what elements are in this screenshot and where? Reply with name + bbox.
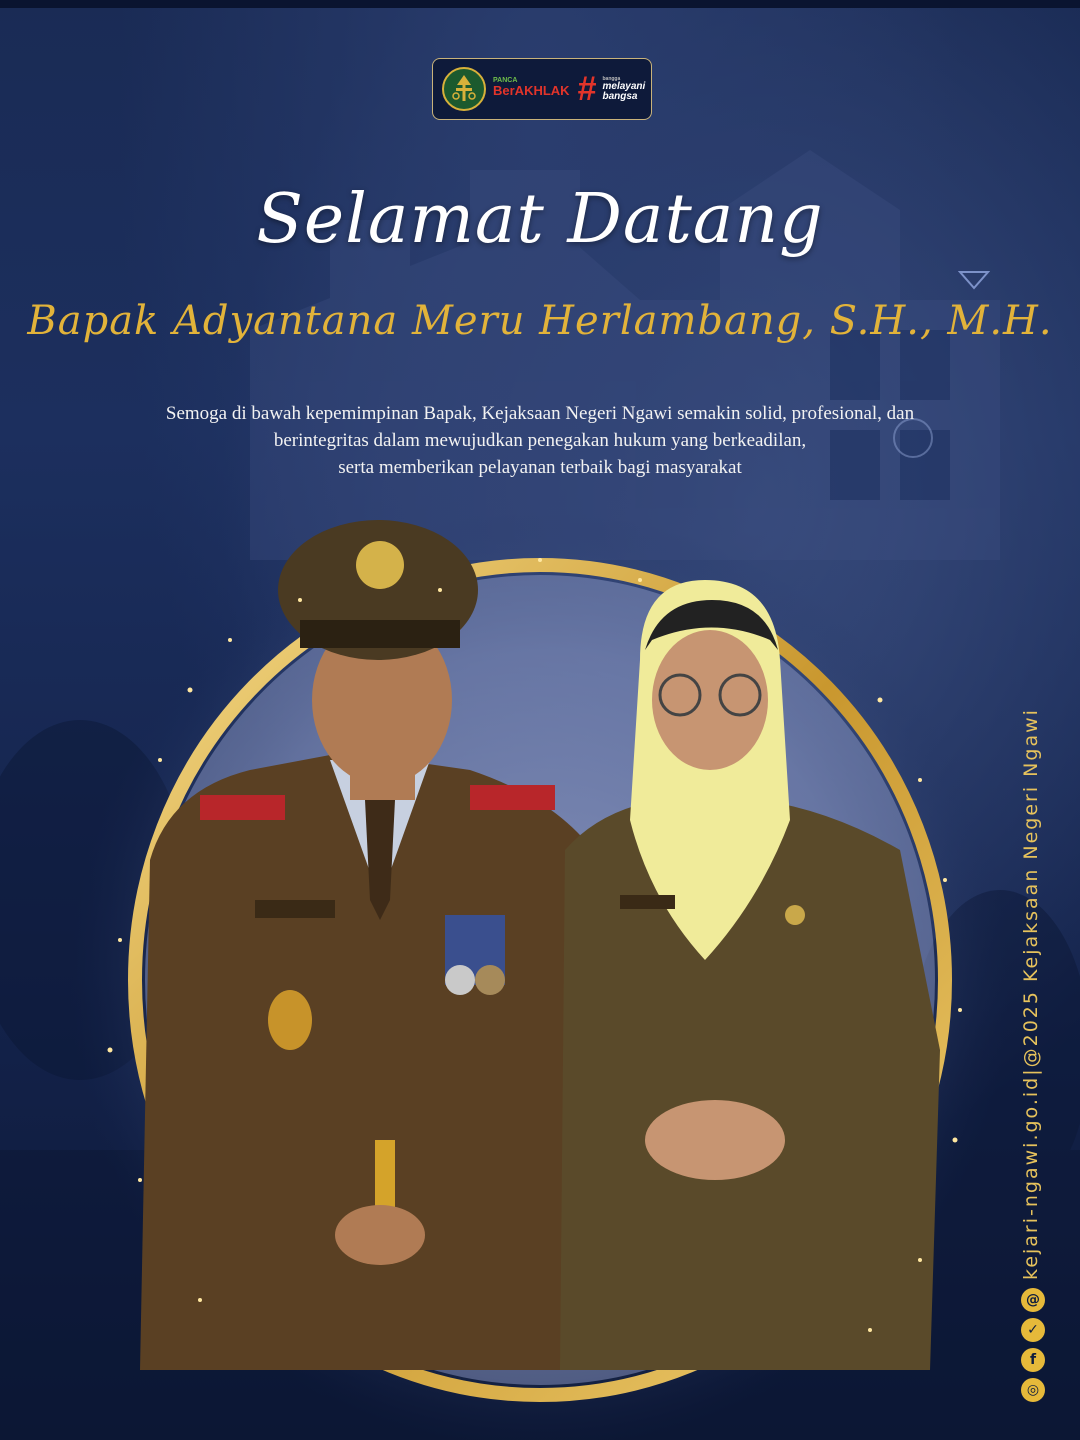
twitter-icon[interactable]: ✓ bbox=[1021, 1318, 1045, 1342]
message-line-2: berintegritas dalam mewujudkan penegakan hukum yang berkeadilan, bbox=[273, 430, 807, 451]
threads-icon[interactable]: @ bbox=[1021, 1288, 1045, 1312]
welcome-title: Selamat Datang bbox=[256, 180, 824, 259]
instagram-icon[interactable]: ◎ bbox=[1021, 1378, 1045, 1402]
bangga-label: bangga bbox=[602, 75, 621, 82]
berakhlak-label: BerAKHLAK bbox=[493, 83, 570, 98]
panca-label: PANCA bbox=[493, 77, 518, 84]
hashtag-icon: # bbox=[577, 70, 597, 108]
bangsa-label: bangsa bbox=[602, 90, 638, 102]
website-copyright: kejari-ngawi.go.id|@2025 Kejaksaan Negeri Ngawi bbox=[1020, 708, 1042, 1280]
honoree-name: Bapak Adyantana Meru Herlambang, S.H., M.H. bbox=[27, 298, 1053, 344]
facebook-icon[interactable]: f bbox=[1021, 1348, 1045, 1372]
message-line-1: Semoga di bawah kepemimpinan Bapak, Kejaksaan Negeri Ngawi semakin solid, profesional, dan bbox=[165, 403, 915, 424]
message-line-3: serta memberikan pelayanan terbaik bagi masyarakat bbox=[338, 457, 742, 478]
melayani-label: melayani bbox=[602, 80, 646, 92]
